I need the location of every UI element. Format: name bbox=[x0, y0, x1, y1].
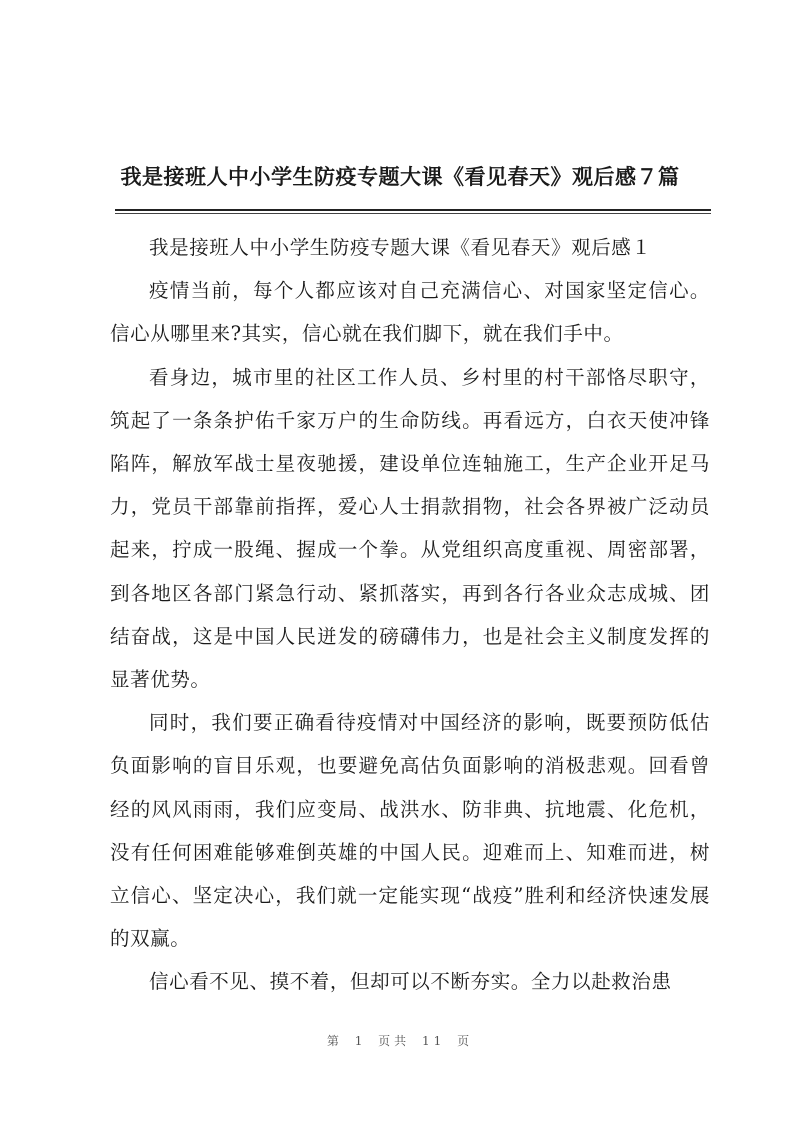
paragraph: 信心看不见、摸不着，但却可以不断夯实。全力以赴救治患 bbox=[149, 970, 672, 994]
footer-suffix: 页 bbox=[457, 1034, 474, 1048]
title-divider bbox=[115, 209, 711, 211]
footer-current-page: 1 bbox=[354, 1034, 367, 1048]
paragraph-subtitle: 我是接班人中小学生防疫专题大课《看见春天》观后感１ bbox=[149, 236, 652, 259]
paragraph: 看身边，城市里的社区工作人员、乡村里的村干部恪尽职守，筑起了一条条护佑千家万户的生命防线。再看远方，白衣天使冲锋陷阵，解放军战士星夜驰援，建设单位连轴施工，生产企业开足马力，党员干部靠前指挥，爱心人士捐款捐物，社会各界被广泛动员起来，拧成一股绳、握成一个拳。从党组织高度重视、周密部署，到各地区各部门紧急行动、紧抓落实，再到各行各业众志成城、团结奋战，这是中国人民迸发的磅礴伟力，也是社会主义制度发挥的显著优势。 bbox=[110, 365, 710, 692]
document-body bbox=[110, 226, 710, 1004]
paragraph: 疫情当前，每个人都应该对自己充满信心、对国家坚定信心。信心从哪里来?其实，信心就在我们脚下，就在我们手中。 bbox=[110, 279, 710, 346]
page-footer bbox=[0, 1032, 800, 1049]
footer-middle: 页共 bbox=[378, 1034, 411, 1048]
footer-total-pages: 11 bbox=[422, 1034, 446, 1048]
document-title: 我是接班人中小学生防疫专题大课《看见春天》观后感７篇 bbox=[120, 164, 680, 189]
footer-prefix: 第 bbox=[326, 1034, 343, 1048]
paragraph: 同时，我们要正确看待疫情对中国经济的影响，既要预防低估负面影响的盲目乐观，也要避免高估负面影响的消极悲观。回看曾经的风风雨雨，我们应变局、战洪水、防非典、抗地震、化危机，没有任何困难能够难倒英雄的中国人民。迎难而上、知难而进，树立信心、坚定决心，我们就一定能实现“战疫”胜利和经济快速发展的双赢。 bbox=[110, 711, 710, 951]
title-divider-thin bbox=[115, 213, 711, 214]
